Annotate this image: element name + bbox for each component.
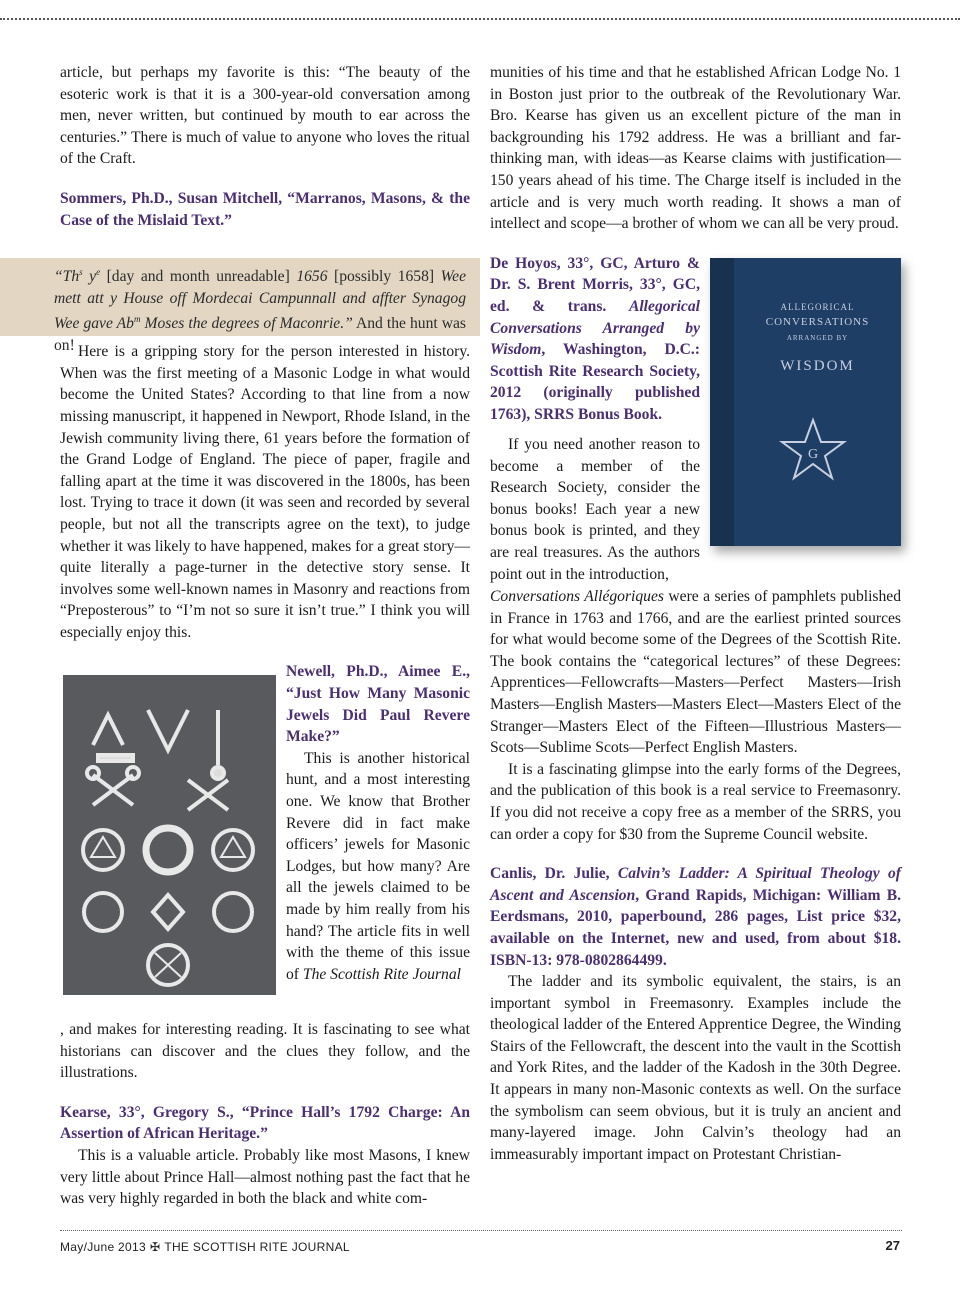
canlis-heading: Canlis, Dr. Julie, Calvin’s Ladder: A Spiritual Theology of Ascent and Ascension, Grand Rapids, Michigan: William B. Eerdsmans, 2010, paperbound, 286 pages, List price $32, available on the Internet, new and used, from about $18. ISBN-13: 978-0802864499. [490,865,901,969]
sommers-heading: Sommers, Ph.D., Susan Mitchell, “Marranos, Masons, & the Case of the Mislaid Text.” [60,189,470,229]
footer-issue: May/June 2013 ✠ THE SCOTTISH RITE JOURNAL [60,1240,350,1254]
revere-paragraph-a: This is another historical hunt, and a most interesting one. We know that Brother Revere did in fact make officers’ jewels for Masonic Lodges, but how many? Are all the jewels claimed to be made by him really from his hand? The article fits in well with the theme of this issue of The Scottish Rite Journal [286,749,470,983]
bonus-book-paragraph-a: If you need another reason to become a member of the Research Society, consider the bonus books! Each year a new bonus book is printed, and they are real treasures. As the authors point out in the introduction, [490,436,700,583]
newell-heading: Newell, Ph.D., Aimee E., “Just How Many Masonic Jewels Did Paul Revere Make?” [286,663,470,746]
jewels-illustration [63,675,276,995]
glimpse-paragraph: It is a fascinating glimpse into the early forms of the Degrees, and the publication of this book is a real service to Freemasonry. If you did not receive a copy free as a member of the SRRS, you can order a copy for $30 from the Supreme Council website. [490,760,901,843]
jewel-circle-4 [214,893,252,931]
kearse-heading: Kearse, 33°, Gregory S., “Prince Hall’s 1792 Charge: An Assertion of African Heritage.” [60,1103,470,1143]
left-paragraph-1: article, but perhaps my favorite is this: “The beauty of the esoteric work is that it is a 300-year-old conversation among men, never written, but continued by mouth to ear across the centuries.” There is much of value to anyone who loves the ritual of the Craft. [60,64,470,168]
journal-title: The Scottish Rite Journal [302,965,461,983]
cover-line-2: CONVERSATIONS [765,316,870,328]
book-spine [710,258,734,546]
crossed-keys-icon [93,775,133,805]
square-icon [148,710,188,750]
cross-icon: ✠ [149,1240,161,1254]
bonus-book-paragraph-b: Conversations Allégoriques were a series of pamphlets published in France in 1763 and 1766, and are the earliest printed sources for what would become some of the Degrees of the Scottish Rite. The book contains the “categorical lectures” of these Degrees: Apprentices—Fellowcrafts—Masters—Perfect Masters—Irish Masters—English Masters—Masters Elect—Masters Elect of the Stranger—Masters Elect of the Fifteen—Illustrious Masters—Scots—Sublime Scots—Perfect English Masters. [490,588,902,757]
de-hoyos-heading: De Hoyos, 33°, GC, Arturo & Dr. S. Brent Morris, 33°, GC, ed. & trans. Allegorical Conversations Arranged by Wisdom, Washington, D.C.: Scottish Rite Research Society, 2012 (originally published 1763), SRRS Bonus Book. [490,254,700,423]
jewel-circle-3 [84,893,122,931]
bonus-book-block [490,434,700,585]
quote-box [0,258,480,355]
ladder-paragraph: The ladder and its symbolic equivalent, the stairs, is an important symbol in Freemasonry. Examples include the theological ladder of the Entered Apprentice Degree, the Winding Stairs of the Fellowcraft, the descent into the vault in the Scottish and York Rites, and the ladder of the Kadosh in the 30th Degree. It appears in many non-Masonic contexts as well. On the surface the symbolism can seem obvious, but it is truly an ancient and many-layered image. John Calvin’s theology had an immeasurably important impact on Protestant Christian- [490,973,901,1163]
cover-line-4: WISDOM [780,358,855,374]
cover-g-letter: G [807,447,819,462]
jewel-ring [146,828,190,872]
level-icon [98,755,133,761]
masonic-jewels-photo [63,675,276,995]
revere-paragraph-b: , and makes for interesting reading. It is fascinating to see what historians can discover and the clues they follow, and the illustrations. [60,1021,470,1082]
prince-hall-continuation: munities of his time and that he established African Lodge No. 1 in Boston just prior to the outbreak of the Revolutionary War. Bro. Kearse has given us an excellent picture of the man in backgrounding his 1792 address. He was a brilliant and far-thinking man, with ideas—as Kearse claims with justification—150 years ahead of his time. The Charge itself is included in the article and is very much worth reading. It shows a man of intellect and scope—a brother of whom we can all be very proud. [490,64,901,233]
crossed-pens-icon [188,780,228,810]
cover-line-3: ARRANGED BY [786,334,849,342]
prince-hall-paragraph: This is a valuable article. Probably like most Masons, I knew very little about Prince Hall—almost nothing past the fact that he was very highly regarded in both the black and white com- [60,1146,470,1208]
square-compass-icon [93,715,123,745]
page-number: 27 [885,1238,900,1253]
right-column-lower [490,586,901,1165]
newport-paragraph: Here is a gripping story for the person interested in history. When was the first meeting of a Masonic Lodge in what would become the United States? According to that line from a now missing manuscript, it happened in Newport, Rhode Island, in the Jewish community living there, 61 years before the formation of the Grand Lodge of England. The piece of paper, fragile and falling apart at the time it was discovered in the 1800s, has been lost. Trying to trace it down (it was seen and recorded by several people, but not all the transcripts agree on the text), to judge whether it was likely to have happened, makes for a great story—quite literally a page-turner in the detective story sense. It involves some well-known names in Masonry and reactions from “Preposterous” to “I’m not so sure it isn’t true.” I think you will especially enjoy this. [60,343,470,641]
left-column-lower [60,1019,470,1210]
star-emblem-icon [778,416,848,486]
bottom-dotted-rule [60,1230,902,1231]
cover-line-1: ALLEGORICAL [780,302,855,312]
manuscript-quote: “Th$^s$ $y^e$ [day and month unreadable] 1656 [possibly 1658] Wee mett att y House off Mordecai Campunnall and affter Synagog Wee gave Ab$^m$ Moses the degrees of Maconrie.” And the hunt was on! [54,267,466,355]
jewel-diamond [153,895,183,929]
top-dotted-rule [0,18,960,20]
book-cover-image [710,258,901,546]
